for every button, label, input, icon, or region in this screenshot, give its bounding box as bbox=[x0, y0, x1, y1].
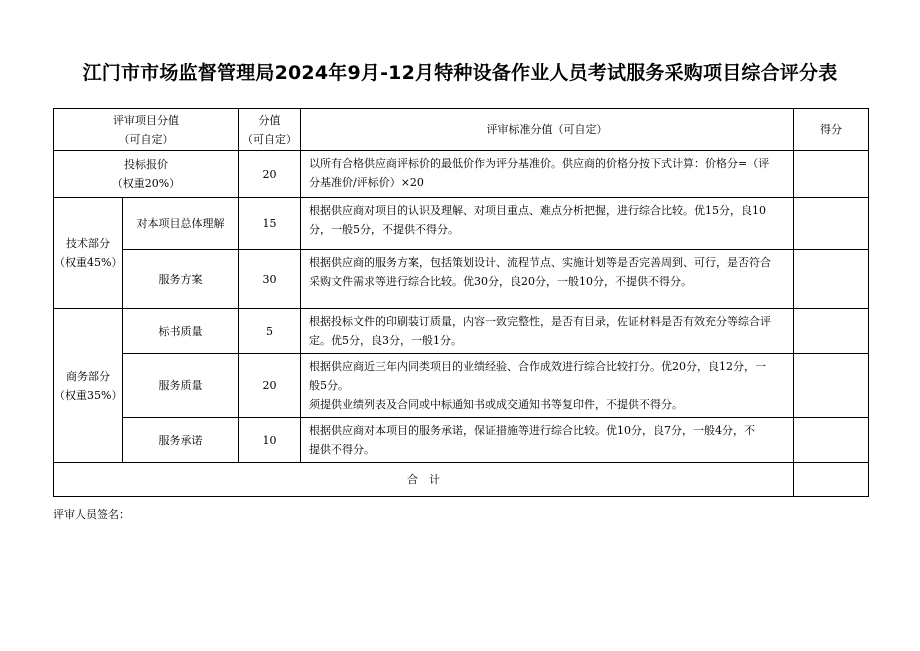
plan-criteria: 根据供应商的服务方案，包括策划设计、流程节点、实施计划等是否完善周到、可行，是否符合 采购文件需求等进行综合比较。优30分，良20分，一般10分，不提供不得分。 bbox=[301, 250, 794, 309]
quality-doc-item: 标书质量 bbox=[123, 309, 239, 354]
plan-score: 30 bbox=[239, 250, 301, 309]
price-score: 20 bbox=[239, 151, 301, 198]
commitment-item: 服务承诺 bbox=[123, 418, 239, 463]
price-criteria: 以所有合格供应商评标价的最低价作为评分基准价。供应商的价格分按下式计算：价格分=（评 分基准价/评标价）×20 bbox=[301, 151, 794, 198]
service-quality-result-cell[interactable] bbox=[794, 354, 869, 418]
table-row-quality-doc bbox=[54, 309, 869, 354]
header-score: 分值 （可自定） bbox=[239, 109, 301, 151]
header-criteria: 评审标准分值（可自定） bbox=[301, 109, 794, 151]
quality-doc-score: 5 bbox=[239, 309, 301, 354]
understanding-criteria: 根据供应商对项目的认识及理解、对项目重点、难点分析把握，进行综合比较。优15分，良10 分，一般5分，不提供不得分。 bbox=[301, 198, 794, 250]
commitment-score: 10 bbox=[239, 418, 301, 463]
service-quality-item: 服务质量 bbox=[123, 354, 239, 418]
price-item: 投标报价 （权重20%） bbox=[54, 151, 239, 198]
understanding-item: 对本项目总体理解 bbox=[123, 198, 239, 250]
table-row-service-quality bbox=[54, 354, 869, 418]
header-result: 得分 bbox=[794, 109, 869, 151]
page-title: 江门市市场监督管理局2024年9月-12月特种设备作业人员考试服务采购项目综合评分表 bbox=[82, 62, 838, 84]
table-row-price bbox=[54, 151, 869, 198]
plan-result-cell[interactable] bbox=[794, 250, 869, 309]
scoring-table bbox=[53, 108, 869, 497]
signature-label: 评审人员签名： bbox=[53, 508, 130, 521]
service-quality-criteria: 根据供应商近三年内同类项目的业绩经验、合作成效进行综合比较打分。优20分，良12分，一 般5分。 须提供业绩列表及合同或中标通知书或成交通知书等复印件，不提供不得分。 bbox=[301, 354, 794, 418]
quality-doc-result-cell[interactable] bbox=[794, 309, 869, 354]
table-row-commitment bbox=[54, 418, 869, 463]
commitment-result-cell[interactable] bbox=[794, 418, 869, 463]
business-group: 商务部分 （权重35%） bbox=[54, 309, 123, 463]
table-header-row bbox=[54, 109, 869, 151]
understanding-result-cell[interactable] bbox=[794, 198, 869, 250]
service-quality-score: 20 bbox=[239, 354, 301, 418]
total-result-cell[interactable] bbox=[794, 463, 869, 497]
tech-group: 技术部分 （权重45%） bbox=[54, 198, 123, 309]
understanding-score: 15 bbox=[239, 198, 301, 250]
quality-doc-criteria: 根据投标文件的印刷装订质量，内容一致完整性，是否有目录，佐证材料是否有效充分等综合评 定。优5分，良3分，一般1分。 bbox=[301, 309, 794, 354]
price-result-cell[interactable] bbox=[794, 151, 869, 198]
commitment-criteria: 根据供应商对本项目的服务承诺，保证措施等进行综合比较。优10分，良7分，一般4分，不 提供不得分。 bbox=[301, 418, 794, 463]
table-row-plan bbox=[54, 250, 869, 309]
table-row-understanding bbox=[54, 198, 869, 250]
total-label: 合 计 bbox=[54, 463, 794, 497]
plan-item: 服务方案 bbox=[123, 250, 239, 309]
header-item: 评审项目分值 （可自定） bbox=[54, 109, 239, 151]
table-row-total bbox=[54, 463, 869, 497]
